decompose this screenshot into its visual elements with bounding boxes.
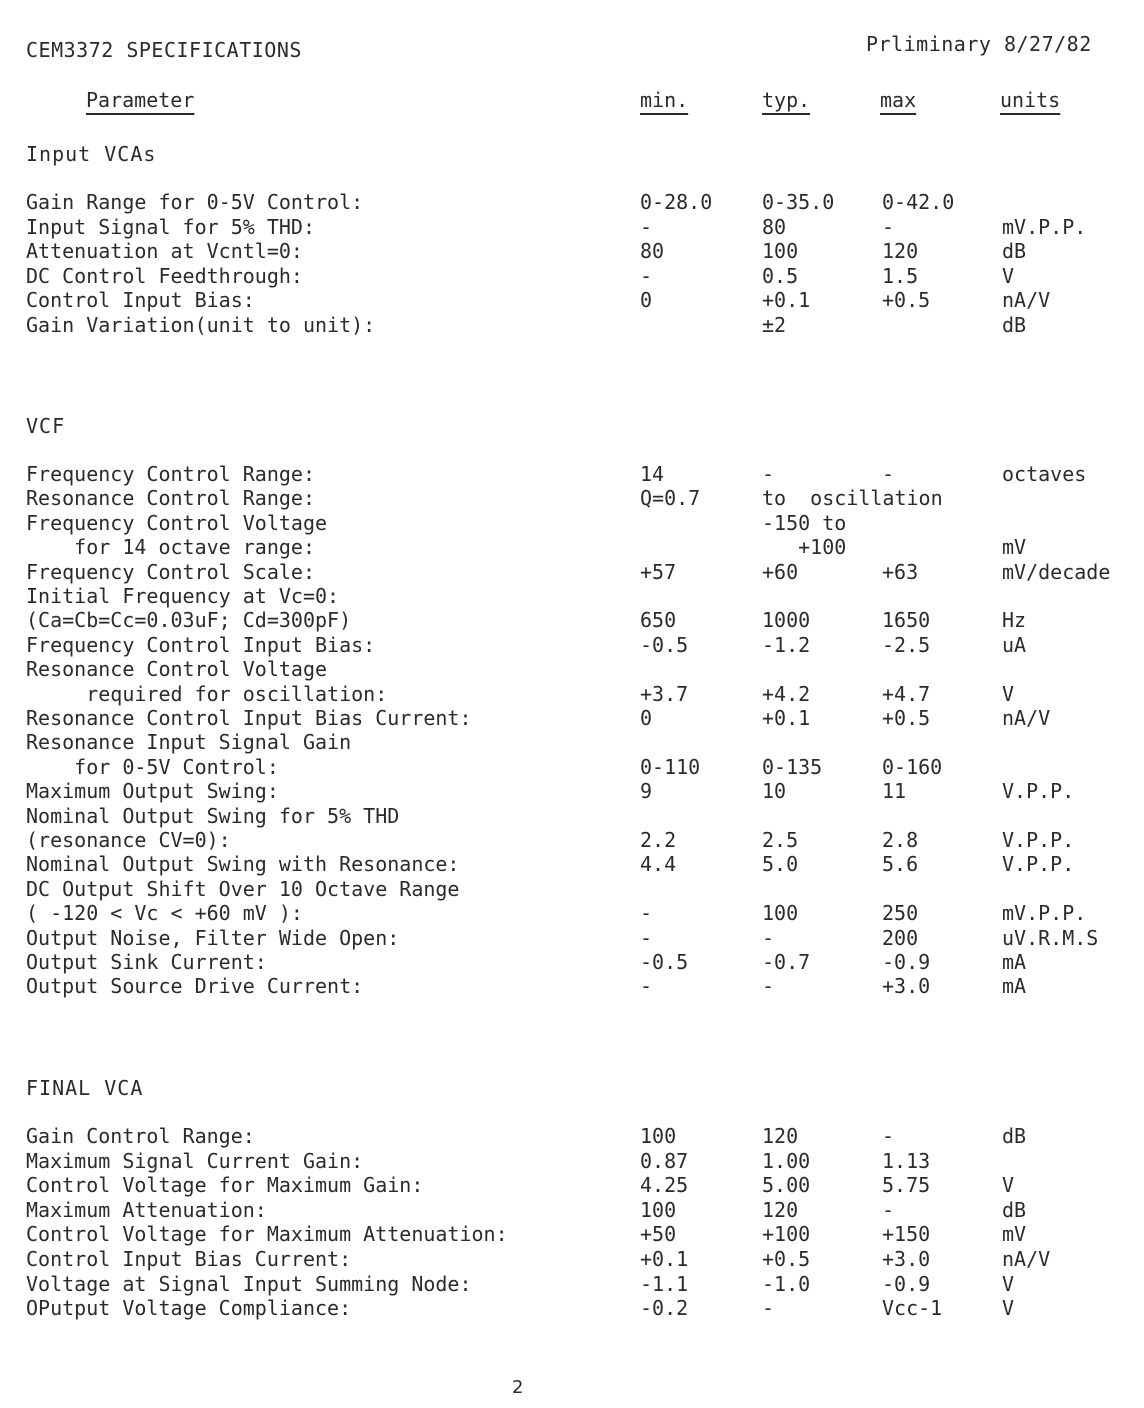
spec-max: Vcc-1 — [882, 1296, 943, 1321]
column-header-min: min. — [640, 88, 689, 112]
spec-parameter: DC Control Feedthrough: — [26, 263, 303, 288]
spec-max: +3.0 — [882, 1247, 931, 1271]
spec-typ: ±2 — [762, 313, 787, 337]
column-header-typ: typ. — [762, 88, 811, 112]
spec-typ: -0.7 — [762, 950, 811, 974]
spec-row — [0, 1173, 1144, 1197]
spec-row — [0, 950, 1144, 974]
spec-row — [0, 239, 1144, 263]
spec-typ: -1.0 — [762, 1271, 811, 1296]
spec-typ: +4.2 — [762, 681, 811, 706]
spec-parameter: Voltage at Signal Input Summing Node: — [26, 1271, 472, 1296]
spec-min: 4.4 — [640, 852, 677, 877]
spec-units: uA — [1002, 632, 1027, 657]
spec-typ: 100 — [762, 901, 799, 926]
spec-max: +4.7 — [882, 681, 931, 706]
spec-row — [0, 852, 1144, 876]
spec-typ: +100 — [762, 1222, 811, 1247]
spec-parameter: required for oscillation: — [26, 681, 388, 706]
spec-parameter: (resonance CV=0): — [26, 828, 231, 852]
spec-typ: 1000 — [762, 608, 811, 633]
spec-max: +0.5 — [882, 288, 931, 313]
spec-units: V — [1002, 263, 1015, 288]
spec-parameter: Frequency Control Voltage — [26, 510, 328, 535]
spec-parameter: Nominal Output Swing for 5% THD — [26, 803, 400, 828]
spec-min: - — [640, 263, 653, 288]
spec-max: 2.8 — [882, 828, 919, 852]
spec-parameter: Nominal Output Swing with Resonance: — [26, 852, 460, 877]
document-date: Prliminary 8/27/82 — [866, 32, 1092, 56]
spec-row — [0, 190, 1144, 214]
spec-min: - — [640, 901, 653, 926]
spec-row — [0, 313, 1144, 337]
spec-parameter: Resonance Control Input Bias Current: — [26, 706, 472, 730]
spec-units: octaves — [1002, 462, 1087, 486]
spec-min: -0.5 — [640, 950, 689, 974]
spec-typ: 5.00 — [762, 1173, 811, 1198]
spec-parameter: Output Source Drive Current: — [26, 974, 364, 999]
spec-row — [0, 926, 1144, 950]
spec-row — [0, 215, 1144, 239]
spec-parameter: Resonance Control Range: — [26, 486, 315, 511]
spec-row — [0, 511, 1144, 535]
spec-row — [0, 1198, 1144, 1222]
spec-row — [0, 804, 1144, 828]
spec-units: nA/V — [1002, 706, 1051, 730]
spec-units: mA — [1002, 950, 1027, 974]
spec-units: mV.P.P. — [1002, 214, 1087, 239]
spec-units: Hz — [1002, 608, 1027, 633]
spec-typ: 120 — [762, 1124, 799, 1148]
spec-row — [0, 608, 1144, 632]
spec-typ: +0.1 — [762, 288, 811, 313]
spec-row — [0, 828, 1144, 852]
page-number: 2 — [512, 1377, 524, 1398]
spec-typ: +0.5 — [762, 1247, 811, 1271]
column-header-units: units — [1000, 88, 1061, 112]
spec-parameter: for 14 octave range: — [26, 535, 315, 560]
spec-max: 5.6 — [882, 852, 919, 877]
spec-max: 5.75 — [882, 1173, 931, 1198]
spec-max: 1650 — [882, 608, 931, 633]
spec-min: -0.2 — [640, 1296, 689, 1321]
spec-max: 0-160 — [882, 754, 943, 779]
spec-min: +57 — [640, 559, 677, 584]
spec-min: 0-110 — [640, 754, 701, 779]
spec-typ: +100 — [762, 535, 847, 560]
spec-row — [0, 755, 1144, 779]
spec-parameter: Frequency Control Range: — [26, 462, 315, 486]
spec-row — [0, 633, 1144, 657]
spec-parameter: Output Noise, Filter Wide Open: — [26, 925, 400, 950]
spec-max: +63 — [882, 559, 919, 584]
spec-parameter: Frequency Control Scale: — [26, 559, 315, 584]
spec-units: V — [1002, 1296, 1015, 1321]
spec-row — [0, 1124, 1144, 1148]
spec-typ: 5.0 — [762, 852, 799, 877]
spec-min: 0.87 — [640, 1148, 689, 1173]
document-title: CEM3372 SPECIFICATIONS — [26, 38, 302, 62]
spec-row — [0, 901, 1144, 925]
spec-parameter: Output Sink Current: — [26, 950, 267, 974]
spec-units: dB — [1002, 239, 1027, 264]
spec-max: - — [882, 214, 895, 239]
spec-units: V.P.P. — [1002, 828, 1075, 852]
spec-units: nA/V — [1002, 1247, 1051, 1271]
spec-min: 100 — [640, 1197, 677, 1222]
spec-parameter: Gain Control Range: — [26, 1124, 255, 1148]
section-heading-final-vca: FINAL VCA — [26, 1076, 144, 1100]
spec-min: 4.25 — [640, 1173, 689, 1198]
spec-max: 0-42.0 — [882, 190, 955, 214]
spec-row — [0, 1296, 1144, 1320]
spec-row — [0, 486, 1144, 510]
spec-row — [0, 682, 1144, 706]
spec-max: - — [882, 1124, 895, 1148]
spec-typ: - — [762, 462, 775, 486]
spec-units: mV/decade — [1002, 559, 1111, 584]
spec-row — [0, 1247, 1144, 1271]
spec-typ: - — [762, 1296, 775, 1321]
spec-min: 9 — [640, 779, 653, 804]
spec-min: 80 — [640, 239, 665, 264]
spec-min: -0.5 — [640, 632, 689, 657]
spec-min: 14 — [640, 462, 665, 486]
spec-min: 2.2 — [640, 828, 677, 852]
spec-row — [0, 974, 1144, 998]
spec-row — [0, 1222, 1144, 1246]
spec-units: mV.P.P. — [1002, 901, 1087, 926]
spec-max: 11 — [882, 779, 907, 804]
spec-typ: +60 — [762, 559, 799, 584]
spec-row — [0, 1149, 1144, 1173]
spec-typ: 100 — [762, 239, 799, 264]
spec-row — [0, 1272, 1144, 1296]
spec-parameter: ( -120 < Vc < +60 mV ): — [26, 901, 303, 926]
spec-units: dB — [1002, 1197, 1027, 1222]
spec-min: 0 — [640, 288, 653, 313]
spec-parameter: OPutput Voltage Compliance: — [26, 1296, 352, 1321]
spec-parameter: for 0-5V Control: — [26, 754, 279, 779]
spec-min: Q=0.7 — [640, 486, 701, 511]
spec-max: +3.0 — [882, 974, 931, 999]
spec-min: 650 — [640, 608, 677, 633]
section-heading-vcf: VCF — [26, 414, 66, 438]
spec-parameter: Initial Frequency at Vc=0: — [26, 584, 340, 608]
spec-min: - — [640, 974, 653, 999]
spec-typ: +0.1 — [762, 706, 811, 730]
spec-max: +0.5 — [882, 706, 931, 730]
spec-min: +0.1 — [640, 1247, 689, 1271]
spec-row — [0, 657, 1144, 681]
spec-units: mV — [1002, 1222, 1027, 1247]
spec-typ: 10 — [762, 779, 787, 804]
spec-row — [0, 706, 1144, 730]
spec-typ: - — [762, 925, 775, 950]
spec-max: - — [882, 1197, 895, 1222]
spec-units: V.P.P. — [1002, 779, 1075, 804]
spec-units: mA — [1002, 974, 1027, 999]
spec-row — [0, 730, 1144, 754]
spec-units: uV.R.M.S — [1002, 925, 1099, 950]
spec-min: -1.1 — [640, 1271, 689, 1296]
spec-typ: to oscillation — [762, 486, 943, 511]
spec-typ: 120 — [762, 1197, 799, 1222]
spec-max: - — [882, 462, 895, 486]
spec-parameter: Input Signal for 5% THD: — [26, 214, 315, 239]
spec-min: 0 — [640, 706, 653, 730]
spec-row — [0, 462, 1144, 486]
column-header-parameter: Parameter — [86, 88, 195, 112]
spec-parameter: (Ca=Cb=Cc=0.03uF; Cd=300pF) — [26, 608, 352, 633]
spec-max: -2.5 — [882, 632, 931, 657]
spec-max: 1.13 — [882, 1148, 931, 1173]
spec-units: mV — [1002, 535, 1027, 560]
spec-row — [0, 535, 1144, 559]
spec-parameter: DC Output Shift Over 10 Octave Range — [26, 876, 460, 901]
spec-min: - — [640, 925, 653, 950]
spec-row — [0, 560, 1144, 584]
spec-max: +150 — [882, 1222, 931, 1247]
spec-parameter: Maximum Signal Current Gain: — [26, 1148, 364, 1173]
spec-min: 100 — [640, 1124, 677, 1148]
spec-typ: 80 — [762, 214, 787, 239]
spec-row — [0, 877, 1144, 901]
spec-parameter: Resonance Input Signal Gain — [26, 730, 352, 755]
spec-units: V — [1002, 1271, 1015, 1296]
spec-min: - — [640, 214, 653, 239]
column-header-max: max — [880, 88, 917, 112]
spec-row — [0, 584, 1144, 608]
section-heading-input-vcas: Input VCAs — [26, 142, 157, 166]
spec-row — [0, 288, 1144, 312]
spec-row — [0, 779, 1144, 803]
spec-min: +50 — [640, 1222, 677, 1247]
spec-typ: 0-135 — [762, 754, 823, 779]
spec-max: -0.9 — [882, 1271, 931, 1296]
spec-row — [0, 264, 1144, 288]
spec-parameter: Frequency Control Input Bias: — [26, 632, 376, 657]
spec-max: 120 — [882, 239, 919, 264]
spec-units: V — [1002, 681, 1015, 706]
spec-typ: -150 to — [762, 510, 847, 535]
spec-min: +3.7 — [640, 681, 689, 706]
spec-units: nA/V — [1002, 288, 1051, 313]
spec-typ: - — [762, 974, 775, 999]
spec-max: -0.9 — [882, 950, 931, 974]
spec-min: 0-28.0 — [640, 190, 713, 214]
spec-units: dB — [1002, 1124, 1027, 1148]
spec-typ: 1.00 — [762, 1148, 811, 1173]
spec-parameter: Control Voltage for Maximum Attenuation: — [26, 1222, 508, 1247]
spec-parameter: Control Input Bias: — [26, 288, 255, 313]
spec-parameter: Maximum Output Swing: — [26, 779, 279, 804]
spec-typ: 2.5 — [762, 828, 799, 852]
spec-max: 1.5 — [882, 263, 919, 288]
spec-typ: 0.5 — [762, 263, 799, 288]
spec-units: V — [1002, 1173, 1015, 1198]
spec-parameter: Control Voltage for Maximum Gain: — [26, 1173, 424, 1198]
spec-typ: -1.2 — [762, 632, 811, 657]
spec-parameter: Gain Range for 0-5V Control: — [26, 190, 364, 214]
spec-typ: 0-35.0 — [762, 190, 835, 214]
spec-parameter: Maximum Attenuation: — [26, 1197, 267, 1222]
spec-units: dB — [1002, 313, 1027, 337]
spec-parameter: Resonance Control Voltage — [26, 657, 328, 682]
spec-parameter: Gain Variation(unit to unit): — [26, 313, 376, 337]
spec-parameter: Control Input Bias Current: — [26, 1247, 352, 1271]
spec-max: 250 — [882, 901, 919, 926]
spec-units: V.P.P. — [1002, 852, 1075, 877]
spec-max: 200 — [882, 925, 919, 950]
spec-parameter: Attenuation at Vcntl=0: — [26, 239, 303, 264]
